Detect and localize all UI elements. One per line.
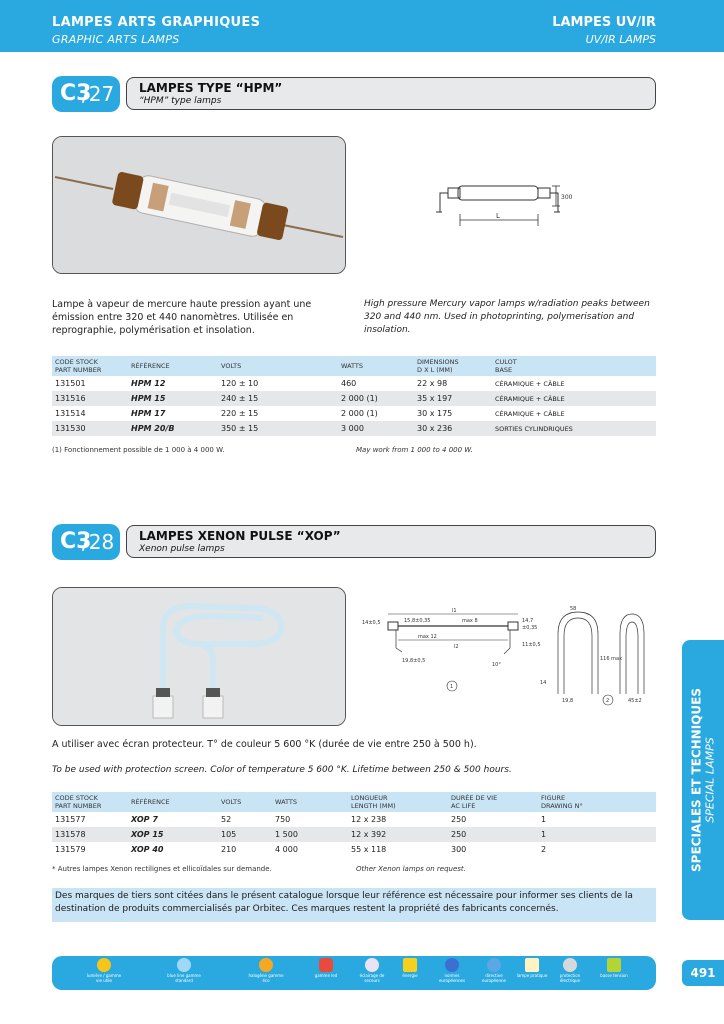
table-row [52, 827, 656, 842]
section-subtitle: Xenon pulse lamps [139, 544, 225, 554]
cell-life: 250 [451, 815, 467, 824]
dim-label: 58 [570, 606, 577, 612]
drawing-length-label: L [496, 212, 500, 220]
table-row [52, 376, 656, 391]
side-category-tab [682, 640, 724, 920]
cell-reference: HPM 20/B [128, 421, 218, 436]
col-header-watts: WATTS [338, 356, 414, 376]
hpm-spec-table [52, 356, 656, 436]
xenon-lamp-illustration [53, 588, 346, 726]
dim-label: max 8 [462, 618, 478, 624]
hpm-footnote-en: May work from 1 000 to 4 000 W. [356, 446, 473, 454]
cell-watts: 750 [275, 815, 291, 824]
figure-number: 1 [450, 684, 454, 690]
cell-dimensions: 22 x 98 [417, 379, 448, 388]
cell-volts: 350 ± 15 [218, 421, 338, 436]
hpm-footnote-fr: (1) Fonctionnement possible de 1 000 à 4 000 W. [52, 446, 225, 454]
top-banner [0, 0, 724, 52]
section-badge [52, 524, 120, 560]
hpm-description-en: High pressure Mercury vapor lamps w/radiation peaks between 320 and 440 nm. Used in photoprinting, polymerisation and insolation. [364, 299, 650, 335]
badge-prefix: C3 [60, 529, 92, 554]
badge-number: /28 [82, 530, 115, 554]
cell-reference: XOP 40 [131, 845, 164, 854]
cell-volts: 105 [218, 827, 272, 842]
col-header-watts: WATTS [272, 792, 348, 812]
cell-volts: 240 ± 15 [218, 391, 338, 406]
cell-watts: 460 [341, 379, 357, 388]
cell-length: 12 x 392 [348, 827, 448, 842]
cell-dimensions: 30 x 236 [414, 421, 492, 436]
cell-reference: XOP 7 [131, 815, 158, 824]
cell-volts: 210 [221, 845, 237, 854]
badge-number: /27 [82, 82, 115, 106]
hpm-description-fr: Lampe à vapeur de mercure haute pression ayant une émission entre 320 et 440 nanomètres. Utilisée en reprographie, polymérisation et insolation. [52, 299, 312, 336]
cell-code: 131579 [55, 845, 86, 854]
dim-label: max 12 [418, 634, 437, 640]
badge-prefix: C3 [60, 81, 92, 106]
shield-icon: protection électrique [552, 958, 588, 988]
dim-label: l1 [452, 608, 457, 614]
table-header-row [52, 356, 656, 376]
section-subtitle: “HPM” type lamps [139, 96, 222, 106]
xop-description-en: To be used with protection screen. Color of temperature 5 600 °K. Lifetime between 250 & 500 hours. [52, 765, 512, 775]
xop-footnote-en: Other Xenon lamps on request. [356, 865, 466, 873]
cell-life: 250 [448, 827, 538, 842]
cell-code: 131514 [55, 409, 86, 418]
cell-dimensions: 30 x 175 [417, 409, 453, 418]
cell-code: 131501 [55, 379, 86, 388]
cell-reference: HPM 12 [131, 379, 166, 388]
col-header-life: DURÉE DE VIE AC LIFE [448, 792, 538, 812]
col-header-reference: RÉFÉRENCE [128, 356, 218, 376]
dim-label: 45±2 [628, 698, 642, 704]
xop-spec-table [52, 792, 656, 857]
halogen-icon: halogène gamme éco [248, 958, 284, 988]
cell-drawing: 2 [541, 845, 547, 854]
cell-volts: 52 [221, 815, 232, 824]
table-row [52, 421, 656, 436]
low-voltage-icon: basse tension [596, 958, 632, 988]
header-category-fr: LAMPES ARTS GRAPHIQUES [52, 15, 261, 30]
col-header-code: CODE STOCK PART NUMBER [52, 356, 128, 376]
table-row [52, 812, 656, 827]
drawing-dim-label: 300 [561, 194, 573, 201]
cell-reference: XOP 15 [128, 827, 218, 842]
side-tab-text [690, 688, 717, 872]
dim-label: 19,8±0,5 [402, 658, 426, 664]
cell-dimensions: 35 x 197 [414, 391, 492, 406]
col-header-code: CODE STOCK PART NUMBER [52, 792, 128, 812]
eco-icon: éclairage de secours [354, 958, 390, 988]
bulb-icon: blue line gamme standard [166, 958, 202, 988]
cell-code: 131577 [55, 815, 86, 824]
led-icon: gamme led [308, 958, 344, 988]
header-section-fr: LAMPES UV/IR [552, 15, 656, 30]
cell-life: 300 [451, 845, 467, 854]
cell-watts: 4 000 [275, 845, 298, 854]
xop-dimension-drawing [358, 604, 658, 708]
cell-reference: HPM 15 [128, 391, 218, 406]
energy-icon: énergie [392, 958, 428, 988]
sun-icon: lumière / gamme vie utile [86, 958, 122, 988]
trademark-disclaimer: Des marques de tiers sont citées dans le présent catalogue lorsque leur référence est nécessaire pour informer ses clients de la destination de produits commercialisés par Orbitec. Ces marques restent la propriété des fabricants concernés. [52, 888, 656, 922]
footer-icon-bar [52, 956, 656, 990]
dim-label: 11±0,5 [522, 642, 541, 648]
table-header-row [52, 792, 656, 812]
cell-length: 55 x 118 [351, 845, 387, 854]
cell-watts: 3 000 [338, 421, 414, 436]
xop-lamp-photo [52, 587, 346, 726]
cell-code: 131530 [52, 421, 128, 436]
cell-volts: 120 ± 10 [221, 379, 259, 388]
lamp-illustration [53, 137, 346, 274]
header-category-en: GRAPHIC ARTS LAMPS [52, 33, 180, 46]
col-header-base: CULOT BASE [492, 356, 656, 376]
directive-icon: directive européenne [476, 958, 512, 988]
page-number: 491 [682, 960, 724, 986]
xop-footnote-fr: * Autres lampes Xenon rectilignes et ellicoïdales sur demande. [52, 865, 272, 873]
section-badge [52, 76, 120, 112]
cell-watts: 2 000 (1) [341, 409, 378, 418]
dim-label: ±0,35 [522, 625, 538, 631]
dim-label: 19,8 [562, 698, 574, 704]
cell-drawing: 1 [538, 827, 656, 842]
col-header-length: LONGUEUR LENGTH (MM) [348, 792, 448, 812]
ce-icon: normes européennes [434, 958, 470, 988]
col-header-reference: RÉFÉRENCE [128, 792, 218, 812]
col-header-dimensions: DIMENSIONS D X L (MM) [414, 356, 492, 376]
section-title: LAMPES TYPE “HPM” [139, 81, 283, 95]
cell-base: CÉRAMIQUE + CÂBLE [495, 409, 565, 418]
dim-label: 14±0,5 [362, 620, 381, 626]
cell-code: 131578 [52, 827, 128, 842]
table-row [52, 842, 656, 857]
cell-drawing: 1 [541, 815, 547, 824]
section-title: LAMPES XENON PULSE “XOP” [139, 529, 341, 543]
col-header-volts: VOLTS [218, 356, 338, 376]
side-tab-title: SPECIALES ET TECHNIQUES [689, 688, 704, 872]
figure-number: 2 [606, 698, 610, 704]
cell-watts: 1 500 [272, 827, 348, 842]
table-row [52, 391, 656, 406]
table-row [52, 406, 656, 421]
cell-volts: 220 ± 15 [221, 409, 259, 418]
cell-code: 131516 [52, 391, 128, 406]
section-title-box [126, 77, 656, 110]
cell-base: SORTIES CYLINDRIQUES [492, 421, 656, 436]
section-header-hpm [52, 76, 657, 112]
cell-base: CÉRAMIQUE + CÂBLE [492, 391, 656, 406]
cell-reference: HPM 17 [131, 409, 166, 418]
lamp-icon: lampe pratique [514, 958, 550, 988]
section-title-box [126, 525, 656, 558]
cell-watts: 2 000 (1) [338, 391, 414, 406]
hpm-dimension-drawing [420, 168, 590, 238]
dim-label: 10° [492, 662, 501, 668]
dim-label: 15,8±0,35 [404, 618, 431, 624]
dim-label: 14,7 [522, 618, 534, 624]
cell-base: CÉRAMIQUE + CÂBLE [495, 379, 565, 388]
dim-label: 116 max [600, 656, 623, 662]
section-header-xop [52, 524, 657, 560]
col-header-drawing: FIGURE DRAWING N° [538, 792, 656, 812]
dim-label: l2 [454, 644, 459, 650]
xop-description-fr: A utiliser avec écran protecteur. T° de couleur 5 600 °K (durée de vie entre 250 à 500 h). [52, 739, 477, 750]
col-header-volts: VOLTS [218, 792, 272, 812]
hpm-lamp-photo [52, 136, 346, 274]
cell-length: 12 x 238 [351, 815, 387, 824]
dim-label: 14 [540, 680, 547, 686]
side-tab-subtitle: SPECIAL LAMPS [703, 737, 717, 823]
header-section-en: UV/IR LAMPS [585, 33, 656, 46]
